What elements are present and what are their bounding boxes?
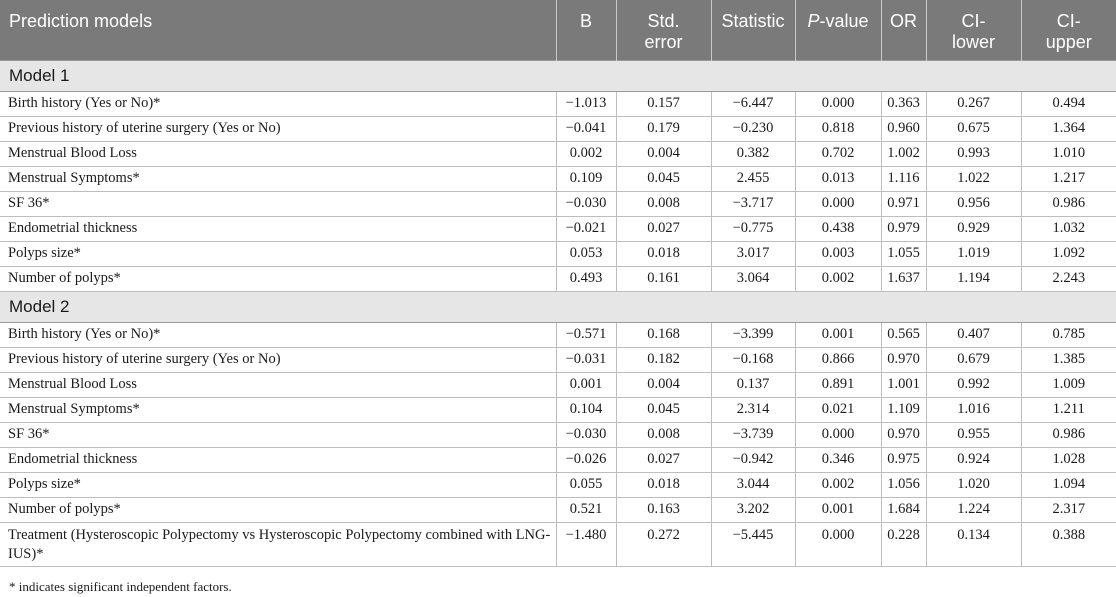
cell-std-error: 0.272 [616,522,711,566]
cell-ci-upper: 1.364 [1021,116,1116,141]
cell-variable: Treatment (Hysteroscopic Polypectomy vs Hysteroscopic Polypectomy combined with LNG-IUS)* [0,522,556,566]
cell-b: −0.041 [556,116,616,141]
cell-or: 1.056 [881,472,926,497]
cell-statistic: −0.168 [711,347,795,372]
header-ci-lower-line2: lower [951,32,995,52]
table-row [0,116,1116,141]
table-row [0,141,1116,166]
cell-std-error: 0.179 [616,116,711,141]
cell-or: 0.979 [881,216,926,241]
cell-or: 0.971 [881,191,926,216]
cell-ci-upper: 0.494 [1021,91,1116,116]
table-row [0,191,1116,216]
cell-std-error: 0.027 [616,447,711,472]
cell-variable: Menstrual Blood Loss [0,372,556,397]
table-row [0,241,1116,266]
cell-p-value: 0.818 [795,116,881,141]
cell-ci-lower: 1.016 [926,397,1021,422]
cell-std-error: 0.157 [616,91,711,116]
cell-std-error: 0.045 [616,166,711,191]
cell-ci-lower: 1.020 [926,472,1021,497]
table-row [0,166,1116,191]
table-row [0,497,1116,522]
cell-p-value: 0.891 [795,372,881,397]
table-row [0,472,1116,497]
cell-variable: Previous history of uterine surgery (Yes or No) [0,347,556,372]
cell-std-error: 0.182 [616,347,711,372]
cell-ci-upper: 0.785 [1021,322,1116,347]
cell-variable: SF 36* [0,191,556,216]
cell-b: −0.031 [556,347,616,372]
cell-p-value: 0.866 [795,347,881,372]
cell-ci-lower: 0.992 [926,372,1021,397]
cell-variable: Birth history (Yes or No)* [0,91,556,116]
cell-ci-lower: 0.134 [926,522,1021,566]
cell-variable: Birth history (Yes or No)* [0,322,556,347]
cell-b: 0.104 [556,397,616,422]
cell-p-value: 0.000 [795,91,881,116]
table-row [0,91,1116,116]
header-std-error-line1: Std. [647,11,680,31]
table-row [0,347,1116,372]
header-b: B [556,0,616,60]
cell-statistic: −5.445 [711,522,795,566]
cell-ci-upper: 1.092 [1021,241,1116,266]
cell-statistic: −3.717 [711,191,795,216]
cell-variable: Number of polyps* [0,497,556,522]
cell-p-value: 0.003 [795,241,881,266]
table-row [0,322,1116,347]
cell-std-error: 0.045 [616,397,711,422]
cell-ci-upper: 1.032 [1021,216,1116,241]
cell-or: 1.684 [881,497,926,522]
table-row [0,397,1116,422]
table-row [0,447,1116,472]
footnote: * indicates significant independent factors. [9,579,232,594]
header-p-italic: P [807,11,820,31]
cell-statistic: 2.314 [711,397,795,422]
cell-or: 0.975 [881,447,926,472]
cell-ci-upper: 1.094 [1021,472,1116,497]
cell-variable: SF 36* [0,422,556,447]
cell-ci-lower: 1.019 [926,241,1021,266]
cell-variable: Polyps size* [0,241,556,266]
cell-p-value: 0.438 [795,216,881,241]
cell-ci-upper: 1.010 [1021,141,1116,166]
cell-ci-lower: 0.924 [926,447,1021,472]
table-row [0,372,1116,397]
cell-ci-upper: 1.385 [1021,347,1116,372]
cell-b: −0.030 [556,422,616,447]
header-p-rest: -value [819,11,869,31]
cell-b: −0.571 [556,322,616,347]
header-ci-upper [1021,0,1116,60]
cell-b: 0.001 [556,372,616,397]
cell-or: 1.116 [881,166,926,191]
cell-ci-upper: 0.986 [1021,422,1116,447]
cell-ci-lower: 0.929 [926,216,1021,241]
cell-std-error: 0.008 [616,422,711,447]
cell-std-error: 0.018 [616,472,711,497]
cell-statistic: −0.942 [711,447,795,472]
cell-statistic: −0.230 [711,116,795,141]
cell-p-value: 0.702 [795,141,881,166]
header-std-error-line2: error [644,32,683,52]
cell-p-value: 0.001 [795,497,881,522]
table-body [0,60,1116,566]
cell-std-error: 0.004 [616,372,711,397]
cell-statistic: −3.739 [711,422,795,447]
cell-or: 1.001 [881,372,926,397]
table-row [0,522,1116,566]
cell-p-value: 0.002 [795,472,881,497]
table-row [0,216,1116,241]
model1-section-row [0,60,1116,91]
cell-ci-lower: 0.407 [926,322,1021,347]
header-p-value [795,0,881,60]
cell-p-value: 0.002 [795,266,881,291]
cell-ci-lower: 1.224 [926,497,1021,522]
cell-ci-upper: 0.388 [1021,522,1116,566]
model1-section-title: Model 1 [0,60,1116,91]
cell-p-value: 0.001 [795,322,881,347]
cell-statistic: 0.382 [711,141,795,166]
cell-variable: Endometrial thickness [0,216,556,241]
cell-p-value: 0.013 [795,166,881,191]
cell-std-error: 0.027 [616,216,711,241]
cell-std-error: 0.018 [616,241,711,266]
cell-or: 1.002 [881,141,926,166]
cell-variable: Polyps size* [0,472,556,497]
cell-ci-lower: 0.267 [926,91,1021,116]
cell-b: −0.021 [556,216,616,241]
cell-b: −0.026 [556,447,616,472]
cell-b: 0.493 [556,266,616,291]
cell-b: −0.030 [556,191,616,216]
cell-p-value: 0.000 [795,522,881,566]
cell-ci-upper: 2.317 [1021,497,1116,522]
cell-variable: Menstrual Symptoms* [0,397,556,422]
cell-ci-upper: 0.986 [1021,191,1116,216]
header-ci-lower [926,0,1021,60]
cell-statistic: 2.455 [711,166,795,191]
cell-or: 0.970 [881,422,926,447]
header-ci-lower-line1: CI- [961,11,986,31]
cell-variable: Menstrual Blood Loss [0,141,556,166]
cell-ci-upper: 1.009 [1021,372,1116,397]
table-row [0,266,1116,291]
cell-std-error: 0.161 [616,266,711,291]
cell-p-value: 0.000 [795,191,881,216]
cell-std-error: 0.008 [616,191,711,216]
cell-b: 0.109 [556,166,616,191]
cell-ci-upper: 2.243 [1021,266,1116,291]
cell-or: 1.055 [881,241,926,266]
cell-or: 1.637 [881,266,926,291]
cell-or: 0.960 [881,116,926,141]
cell-ci-lower: 0.993 [926,141,1021,166]
cell-statistic: 3.064 [711,266,795,291]
table-row [0,422,1116,447]
cell-variable: Previous history of uterine surgery (Yes or No) [0,116,556,141]
cell-ci-lower: 0.956 [926,191,1021,216]
cell-ci-upper: 1.211 [1021,397,1116,422]
cell-statistic: −0.775 [711,216,795,241]
cell-or: 0.565 [881,322,926,347]
cell-p-value: 0.000 [795,422,881,447]
cell-statistic: −3.399 [711,322,795,347]
header-ci-upper-line2: upper [1045,32,1092,52]
cell-ci-upper: 1.028 [1021,447,1116,472]
model2-section-title: Model 2 [0,291,1116,322]
header-or: OR [881,0,926,60]
cell-variable: Menstrual Symptoms* [0,166,556,191]
cell-statistic: 3.202 [711,497,795,522]
cell-std-error: 0.163 [616,497,711,522]
header-std-error [616,0,711,60]
model2-section-row [0,291,1116,322]
cell-statistic: 0.137 [711,372,795,397]
cell-p-value: 0.346 [795,447,881,472]
cell-p-value: 0.021 [795,397,881,422]
cell-std-error: 0.004 [616,141,711,166]
cell-ci-lower: 0.679 [926,347,1021,372]
cell-ci-lower: 0.675 [926,116,1021,141]
header-prediction-models: Prediction models [0,0,556,60]
cell-ci-upper: 1.217 [1021,166,1116,191]
cell-b: 0.055 [556,472,616,497]
cell-b: −1.480 [556,522,616,566]
cell-or: 0.363 [881,91,926,116]
cell-or: 0.228 [881,522,926,566]
cell-or: 0.970 [881,347,926,372]
header-row [0,0,1116,60]
cell-std-error: 0.168 [616,322,711,347]
header-ci-upper-line1: CI- [1056,11,1081,31]
cell-statistic: 3.044 [711,472,795,497]
cell-ci-lower: 0.955 [926,422,1021,447]
cell-or: 1.109 [881,397,926,422]
cell-statistic: 3.017 [711,241,795,266]
cell-statistic: −6.447 [711,91,795,116]
cell-variable: Number of polyps* [0,266,556,291]
cell-b: 0.521 [556,497,616,522]
cell-ci-lower: 1.022 [926,166,1021,191]
cell-variable: Endometrial thickness [0,447,556,472]
cell-b: −1.013 [556,91,616,116]
cell-ci-lower: 1.194 [926,266,1021,291]
header-statistic: Statistic [711,0,795,60]
cell-b: 0.053 [556,241,616,266]
cell-b: 0.002 [556,141,616,166]
table-header [0,0,1116,60]
